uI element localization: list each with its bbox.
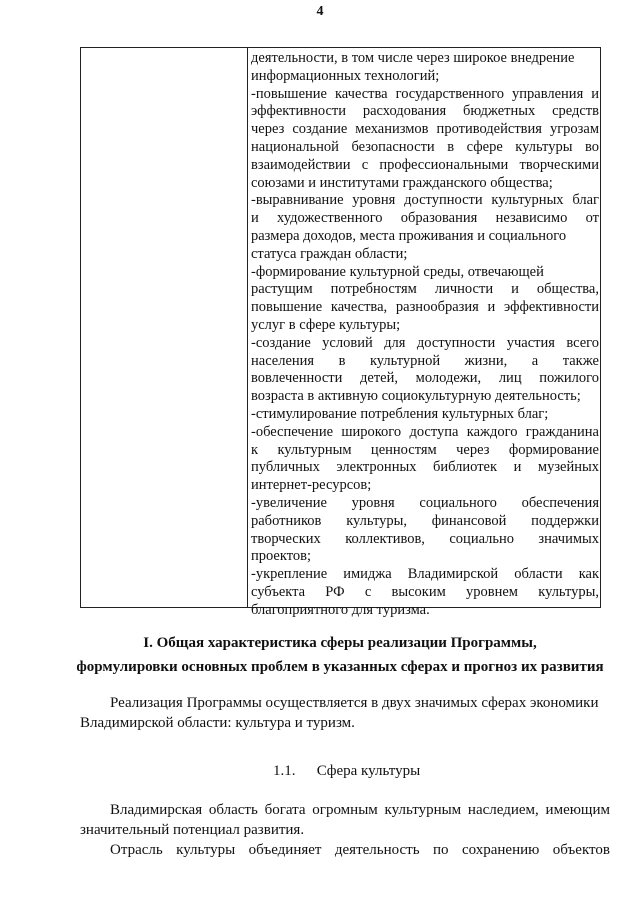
- table-text-line: размера доходов, места проживания и социального: [251, 227, 567, 244]
- table-text-line: статуса граждан области;: [251, 245, 408, 262]
- table-text-line: работников культуры, финансовой поддержки: [251, 512, 599, 529]
- table-text-line: растущим потребностям личности и общества,: [251, 281, 599, 298]
- table-text-line: повышение качества, разнообразия и эффективности: [251, 299, 599, 316]
- table-text-line: -обеспечение широкого доступа каждого гражданина: [251, 423, 599, 440]
- table-text-line: населения в культурной жизни, а также: [251, 352, 599, 369]
- section-heading-line: формулировки основных проблем в указанных сферах и прогноз их развития: [76, 659, 604, 675]
- table-text-line: -выравнивание уровня доступности культурных благ: [251, 192, 599, 209]
- table-text-line: проектов;: [251, 548, 311, 565]
- table-text-line: -стимулирование потребления культурных благ;: [251, 405, 549, 422]
- table-text-line: творческих коллективов, социально значимых: [251, 530, 599, 547]
- paragraph-line: Владимирская область богата огромным культурным наследием, имеющим: [110, 802, 610, 818]
- table-text-line: -повышение качества государственного управления и: [251, 85, 599, 102]
- section-heading-line: I. Общая характеристика сферы реализации Программы,: [143, 635, 537, 651]
- table-text-line: союзами и институтами гражданского общества;: [251, 174, 553, 191]
- paragraph-cont: [80, 820, 610, 840]
- paragraph: [110, 800, 610, 820]
- paragraph-line: значительный потенциал развития.: [80, 822, 305, 838]
- intro-paragraph: [110, 693, 610, 713]
- table-text-line: -формирование культурной среды, отвечающей: [251, 263, 544, 280]
- table-text-line: национальной безопасности в сфере культуры во: [251, 138, 599, 155]
- table-cell-text: [251, 50, 599, 620]
- table-text-line: и художественного образования независимо от: [251, 210, 599, 227]
- page-number: 4: [316, 4, 324, 19]
- table-text-line: вовлеченности детей, молодежи, лиц пожилого: [251, 370, 599, 387]
- table-text-line: услуг в сфере культуры;: [251, 316, 401, 333]
- subsection-title: Сфера культуры: [316, 763, 421, 779]
- table-text-line: взаимодействии с профессиональными творческими: [251, 156, 599, 173]
- paragraph-line: Владимирской области: культура и туризм.: [80, 715, 355, 731]
- table-text-line: интернет-ресурсов;: [251, 477, 372, 494]
- paragraph-line: Отрасль культуры объединяет деятельность по сохранению объектов: [110, 842, 610, 858]
- table-text-line: публичных электронных библиотек и музейных: [251, 459, 599, 476]
- intro-paragraph-cont: [80, 713, 610, 733]
- section-heading: [60, 631, 620, 679]
- table-text-line: эффективности расходования бюджетных средств: [251, 103, 599, 120]
- table-column-divider: [247, 48, 248, 607]
- subsection-number: 1.1.: [273, 763, 296, 779]
- paragraph: [110, 840, 610, 860]
- paragraph-line: Реализация Программы осуществляется в двух значимых сферах экономики: [110, 695, 599, 711]
- subsection-heading: [273, 763, 420, 780]
- table-text-line: -укрепление имиджа Владимирской области как: [251, 566, 599, 583]
- goals-table: [80, 47, 601, 618]
- table-text-line: субъекта РФ с высоким уровнем культуры,: [251, 583, 599, 600]
- table-text-line: -увеличение уровня социального обеспечения: [251, 494, 599, 511]
- table-text-line: -создание условий для доступности участия всего: [251, 334, 599, 351]
- table-text-line: возраста в активную социокультурную деятельность;: [251, 388, 581, 405]
- table-text-line: через создание механизмов противодействия угрозам: [251, 121, 599, 138]
- table-text-line: информационных технологий;: [251, 67, 440, 84]
- table-text-line: к культурным ценностям через формирование: [251, 441, 599, 458]
- table-text-line: деятельности, в том числе через широкое внедрение: [251, 50, 575, 66]
- table-text-line: благоприятного для туризма.: [251, 601, 430, 618]
